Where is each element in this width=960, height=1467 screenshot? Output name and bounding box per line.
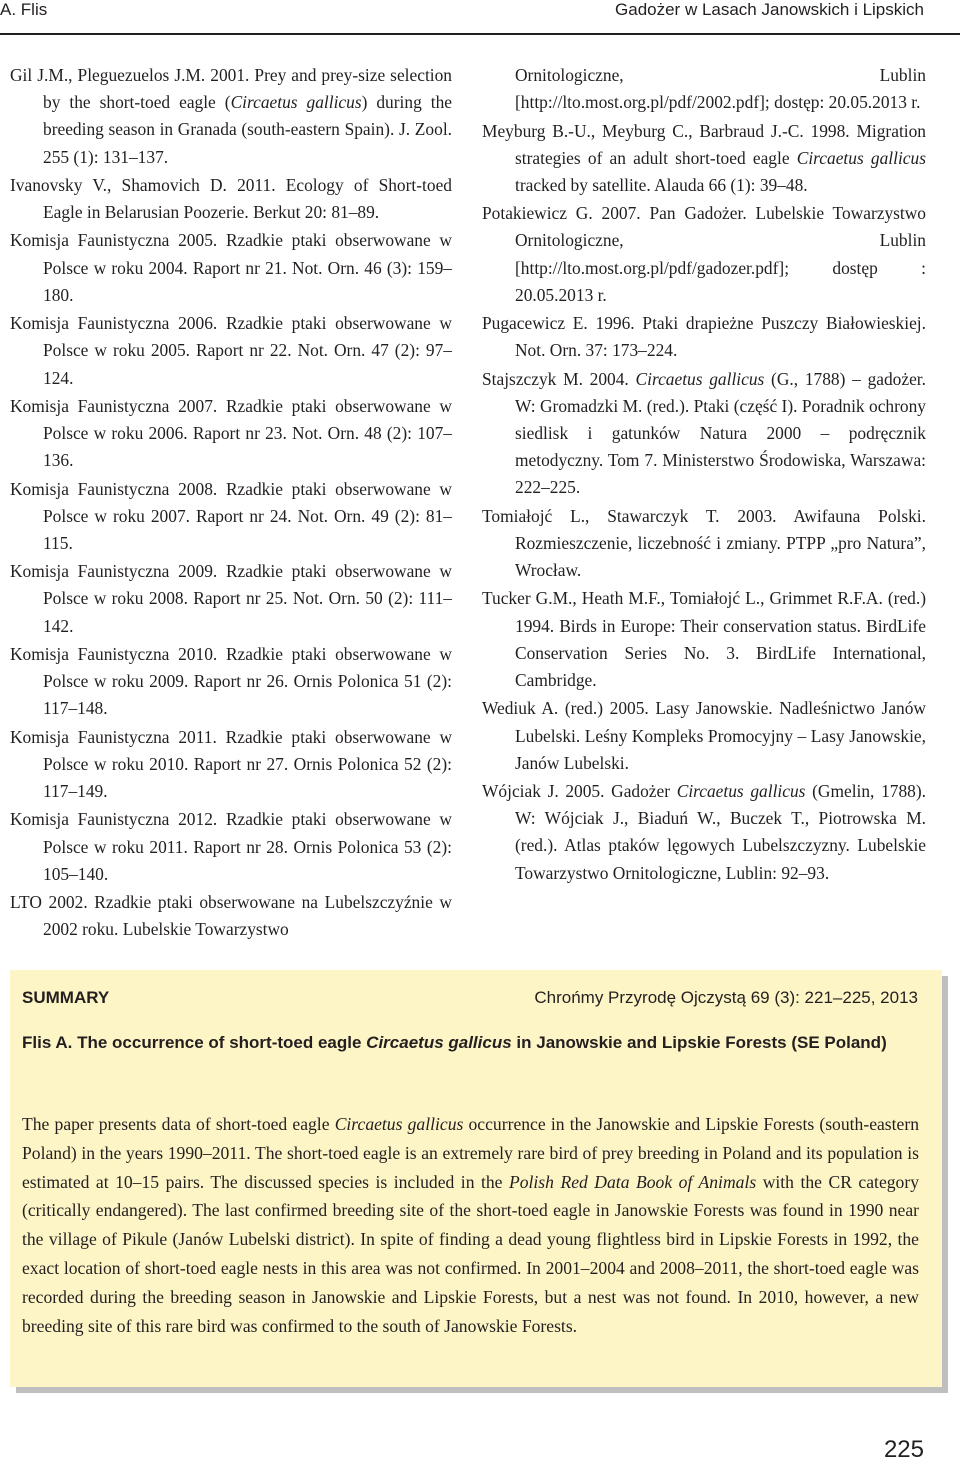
running-header-title: Gadożer w Lasach Janowskich i Lipskich (615, 0, 924, 19)
reference-entry: Meyburg B.-U., Meyburg C., Barbraud J.-C. 1998. Migration strategies of an adult short-toed eagle Circaetus gallicus tracked by satellite. Alauda 66 (1): 39–48. (482, 120, 926, 195)
reference-entry: Pugacewicz E. 1996. Ptaki drapieżne Puszczy Białowieskiej. Not. Orn. 37: 173–224. (482, 313, 926, 361)
reference-entry: Komisja Faunistyczna 2008. Rzadkie ptaki obserwowane w Polsce w roku 2007. Raport nr 24. Not. Orn. 49 (2): 81–115. (10, 478, 452, 553)
reference-entry: Ivanovsky V., Shamovich D. 2011. Ecology of Short-toed Eagle in Belarusian Poozerie. Berkut 20: 81–89. (10, 174, 452, 223)
header-rule (0, 33, 960, 35)
reference-entry: Gil J.M., Pleguezuelos J.M. 2001. Prey and prey-size selection by the short-toed eagle (Circaetus gallicus) during the breeding season in Granada (south-eastern Spain). J. Zool. 255 (1): 131–137. (10, 65, 452, 167)
references-left-column (10, 62, 452, 945)
reference-entry: Komisja Faunistyczna 2009. Rzadkie ptaki obserwowane w Polsce w roku 2008. Raport nr 25. Not. Orn. 50 (2): 111–142. (10, 561, 452, 636)
summary-abstract: The paper presents data of short-toed eagle Circaetus gallicus occurrence in the Janowskie and Lipskie Forests (south-eastern Poland) in the years 1990–2011. The short-toed eagle is an extremely rare bird of prey breeding in Poland and its population is estimated at 10–15 pairs. The discussed species is included in the Polish Red Data Book of Animals with the CR category (critically endangered). The last confirmed breeding site of the short-toed eagle in Janowskie Forests was found in 1990 near the village of Pikule (Janów Lubelski district). In spite of finding a dead young flightless bird in Lipskie Forests in 1992, the exact location of short-toed eagle nests in this area was not confirmed. In 2001–2004 and 2008–2011, the short-toed eagle was recorded during the breeding season in Janowskie and Lipskie Forests, but a nest was not found. In 2010, however, a new breeding site of this rare bird was confirmed to the south of Janowskie Forests. (22, 1114, 920, 1336)
reference-entry: Komisja Faunistyczna 2011. Rzadkie ptaki obserwowane w Polsce w roku 2010. Raport nr 27. Ornis Polonica 52 (2): 117–149. (10, 726, 452, 802)
summary-label: SUMMARY (22, 988, 110, 1007)
reference-entry: Potakiewicz G. 2007. Pan Gadożer. Lubelskie Towarzystwo Ornitologiczne, Lublin [http://lto.most.org.pl/pdf/gadozer.pdf]; dostęp : 20.05.2013 r. (482, 203, 926, 305)
reference-entry: LTO 2002. Rzadkie ptaki obserwowane na Lubelszczyźnie w 2002 roku. Lubelskie Towarzystwo (10, 892, 452, 940)
reference-entry: Wójciak J. 2005. Gadożer Circaetus gallicus (Gmelin, 1788). W: Wójciak J., Biaduń W., Buczek T., Piotrowska M. (red.). Atlas ptaków lęgowych Lubelszczyzny. Lubelskie Towarzystwo Ornitologiczne, Lublin: 92–93. (482, 781, 926, 883)
reference-entry: Tucker G.M., Heath M.F., Tomiałojć L., Grimmet R.F.A. (red.) 1994. Birds in Europe: Their conservation status. BirdLife Conservation Series No. 3. BirdLife International, Cambridge. (482, 588, 926, 691)
summary-heading-row (22, 988, 918, 1008)
reference-entry: Komisja Faunistyczna 2005. Rzadkie ptaki obserwowane w Polsce w roku 2004. Raport nr 21. Not. Orn. 46 (3): 159–180. (10, 230, 452, 305)
reference-entry: Komisja Faunistyczna 2010. Rzadkie ptaki obserwowane w Polsce w roku 2009. Raport nr 26. Ornis Polonica 51 (2): 117–148. (10, 643, 452, 719)
reference-entry: Komisja Faunistyczna 2006. Rzadkie ptaki obserwowane w Polsce w roku 2005. Raport nr 22. Not. Orn. 47 (2): 97–124. (10, 313, 452, 388)
page-number: 225 (883, 1436, 924, 1463)
reference-entry: Komisja Faunistyczna 2012. Rzadkie ptaki obserwowane w Polsce w roku 2011. Raport nr 28. Ornis Polonica 53 (2): 105–140. (10, 809, 452, 884)
journal-citation: Chrońmy Przyrodę Ojczystą 69 (3): 221–225, 2013 (534, 988, 918, 1007)
summary-box (10, 970, 942, 1387)
reference-entry: Komisja Faunistyczna 2007. Rzadkie ptaki obserwowane w Polsce w roku 2006. Raport nr 23. Not. Orn. 48 (2): 107–136. (10, 395, 452, 471)
running-header (0, 0, 960, 33)
references-right-column (482, 62, 926, 888)
reference-entry: Stajszczyk M. 2004. Circaetus gallicus (G., 1788) – gadożer. W: Gromadzki M. (red.). Ptaki (część I). Poradnik ochrony siedlisk i gatunków Natura 2000 – podręcznik metodyczny. Tom 7. Ministerstwo Środowiska, Warszawa: 222–225. (482, 368, 926, 498)
running-header-author: A. Flis (0, 0, 48, 19)
reference-entry: Tomiałojć L., Stawarczyk T. 2003. Awifauna Polski. Rozmieszczenie, liczebność i zmiany. PTPP „pro Natura”, Wrocław. (482, 505, 926, 581)
reference-continuation: Ornitologiczne, Lublin [http://lto.most.org.pl/pdf/2002.pdf]; dostęp: 20.05.2013 r. (515, 65, 926, 113)
reference-entry: Wediuk A. (red.) 2005. Lasy Janowskie. Nadleśnictwo Janów Lubelski. Leśny Kompleks Promocyjny – Lasy Janowskie, Janów Lubelski. (482, 698, 926, 773)
summary-title: Flis A. The occurrence of short-toed eagle Circaetus gallicus in Janowskie and Lipskie Forests (SE Poland) (22, 1033, 887, 1052)
